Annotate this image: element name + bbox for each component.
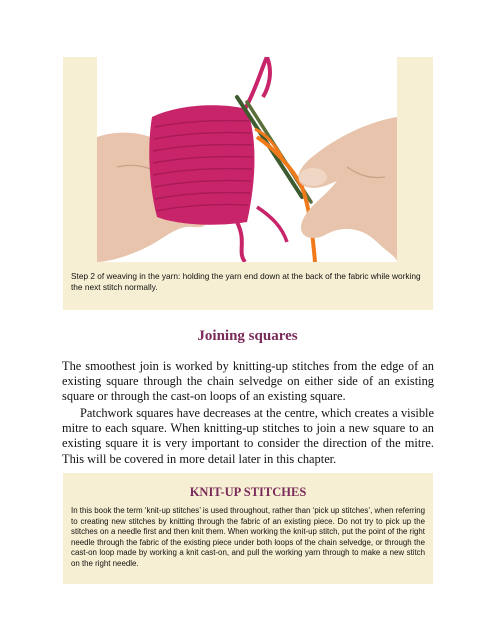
knitting-illustration — [97, 57, 397, 262]
figure-caption: Step 2 of weaving in the yarn: holding the yarn end down at the back of the fabric while working the next stitch normally. — [71, 271, 421, 292]
sidebar-text: In this book the term ‘knit-up stitches’ is used throughout, rather than ‘pick up stitches’, when referring to creating new stitches by knitting through the fabric of an existing piece. Do not try to pick up the stitches on a needle first and then knit them. When working the knit-up stitch, put the point of the right needle through the fabric of the existing piece under both loops of the chain selvedge, or through the cast-on loop made by working a knit cast-on, and pull the working yarn through to make a new stitch on the right needle. — [71, 506, 425, 568]
body-paragraph-2: Patchwork squares have decreases at the centre, which creates a visible mitre to each square. When knitting-up stitches to join a new square to an existing square it is very important to consider the direction of the mitre. This will be covered in more detail later in this chapter. — [62, 406, 434, 466]
knitting-photo — [97, 57, 397, 262]
sidebar-title: KNIT-UP STITCHES — [189, 485, 307, 499]
section-heading: Joining squares — [197, 328, 298, 344]
figure-panel — [63, 57, 433, 310]
info-sidebar — [63, 473, 433, 584]
body-paragraph-1: The smoothest join is worked by knitting-up stitches from the edge of an existing square through the chain selvedge on either side of an existing square or through the cast-on loops of an existing square. — [62, 359, 434, 404]
